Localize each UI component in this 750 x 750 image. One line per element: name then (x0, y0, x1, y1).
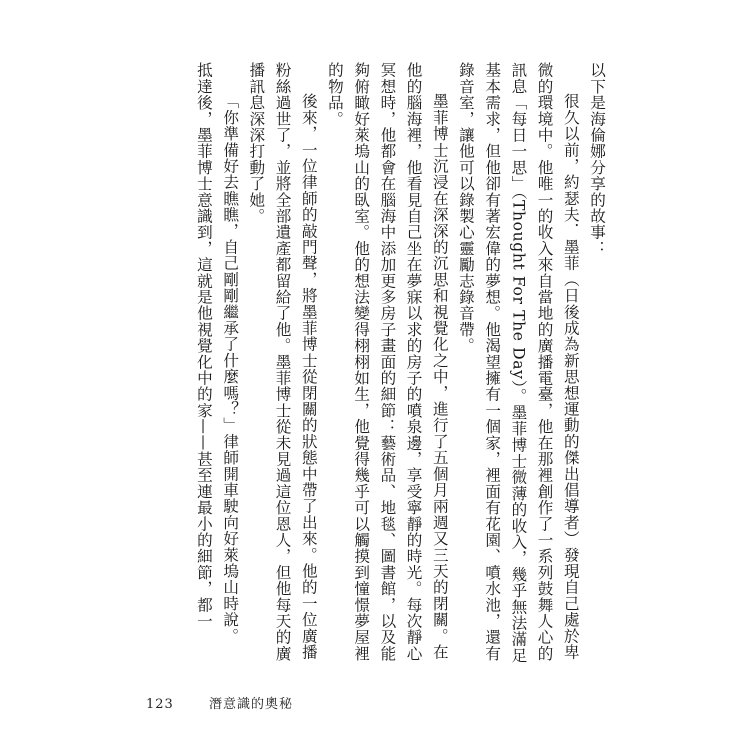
page-footer (146, 693, 323, 712)
vertical-text-body (140, 62, 610, 670)
intro-line: 以下是海倫娜分享的故事： (588, 62, 606, 257)
paragraph-meditation: 墨菲博士沉浸在深深的沉思和視覺化之中，進行了五個月兩週又三天的閉關。在他的腦海裡，他看見自己坐在夢寐以求的房子的噴泉邊，享受寧靜的時光。每次靜心冥想時，他都會在腦海中添加更多房子畫面的細節：藝術品、地毯、圖書館，以及能夠俯瞰好萊塢山的臥室。他的想法變得栩栩如生，他覺得幾乎可以觸摸到憧憬夢屋裡的物品。 (325, 62, 449, 662)
page-number: 123 (146, 697, 174, 712)
paragraph-murphy-background: 很久以前，約瑟夫．墨菲（日後成為新思想運動的傑出倡導者）發現自己處於卑微的環境中。他唯一的收入來自當地的廣播電臺，他在那裡創作了一系列鼓舞人心的訊息「每日一思」（Thought For The Day）。墨菲博士微薄的收入，幾乎無法滿足基本需求，但他卻有著宏偉的夢想。他渴望擁有一個家，裡面有花園、噴水池，還有錄音室，讓他可以錄製心靈勵志錄音帶。 (456, 62, 580, 664)
paragraph-arrival: 抵達後，墨菲博士意識到，這就是他視覺化中的家——甚至連最小的細節，都一 (194, 62, 213, 629)
book-title: 潛意識的奧秘 (208, 697, 293, 712)
paragraph-quote: 「你準備好去瞧瞧，自己剛剛繼承了什麼嗎？」律師開車駛向好萊塢山時說。 (221, 93, 240, 644)
paragraph-lawyer: 後來，一位律師的敲門聲，將墨菲博士從閉關的狀態中帶了出來。他的一位廣播粉絲過世了，並將全部遺產都留給了他。墨菲博士從未見過這位恩人，但他每天的廣播訊息深深打動了她。 (247, 62, 318, 662)
